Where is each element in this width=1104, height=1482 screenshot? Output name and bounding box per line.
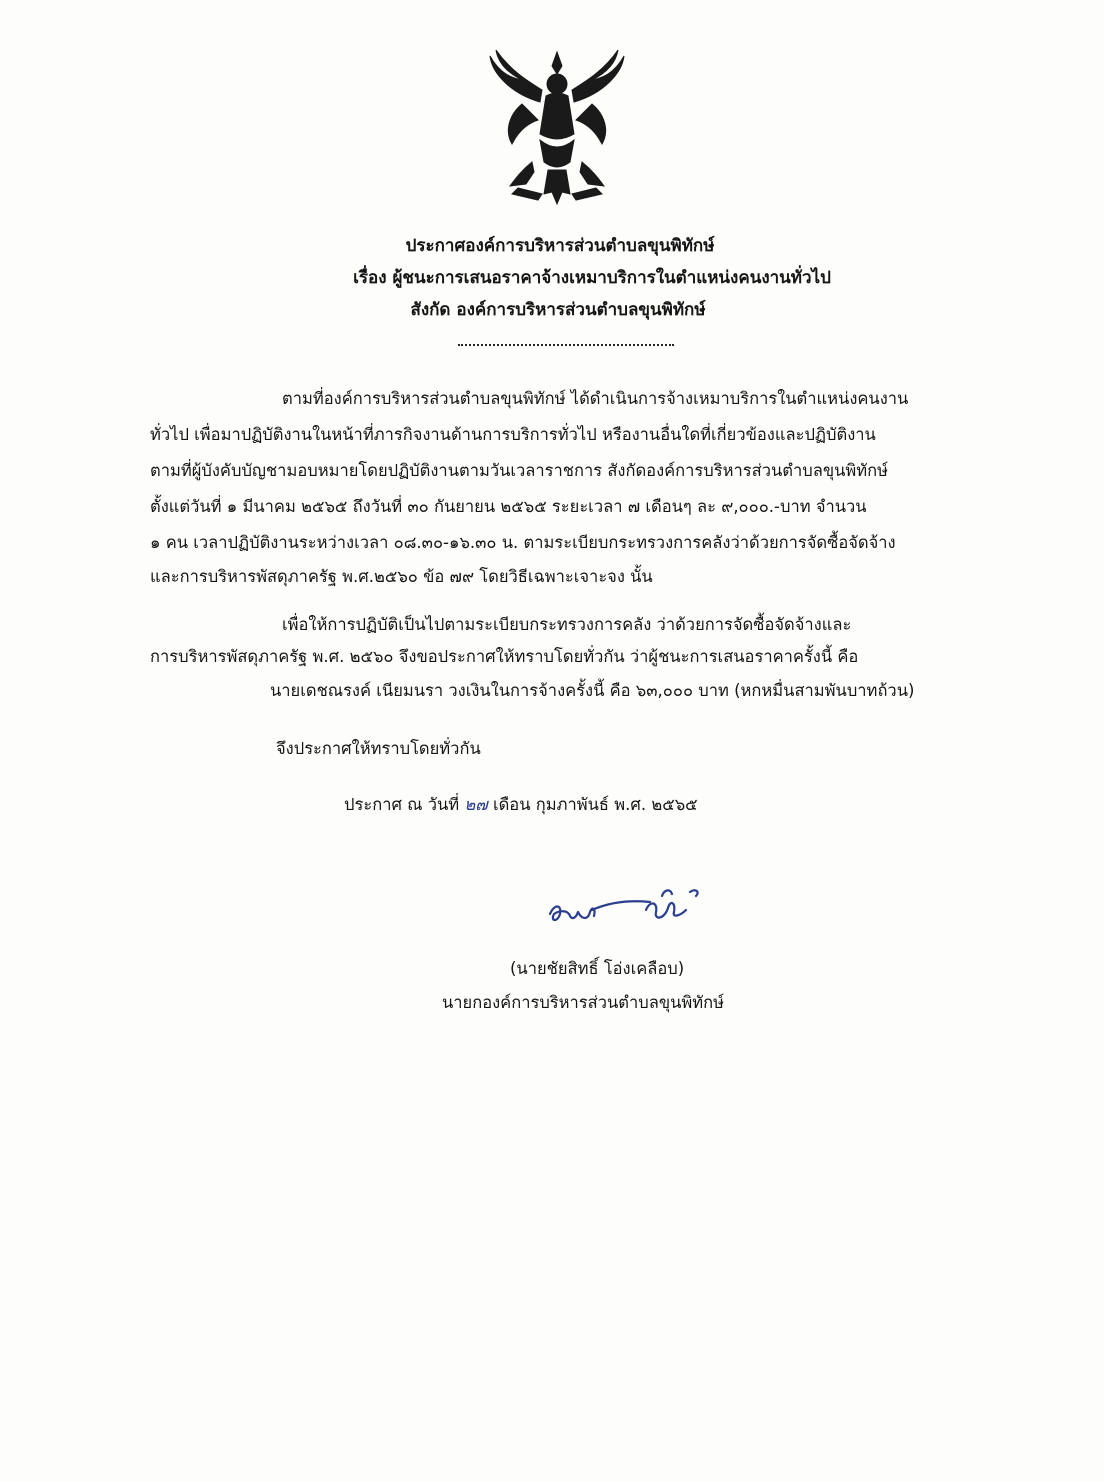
title-divider xyxy=(458,344,674,346)
paragraph1-line5: ๑ คน เวลาปฏิบัติงานระหว่างเวลา ๐๘.๓๐-๑๖.๓๐ น. ตามระเบียบกระทรวงการคลังว่าด้วยการจัดซื้อจัดจ้าง xyxy=(150,533,896,552)
announcement-date xyxy=(344,794,698,816)
paragraph1-line3: ตามที่ผู้บังคับบัญชามอบหมายโดยปฏิบัติงานตามวันเวลาราชการ สังกัดองค์การบริหารส่วนตำบลขุนพิทักษ์ xyxy=(150,461,888,480)
date-year: พ.ศ. ๒๕๖๕ xyxy=(614,795,698,814)
signatory-name: (นายชัยสิทธิ์ โอ่งเคลือบ) xyxy=(510,959,685,978)
closing-statement: จึงประกาศให้ทราบโดยทั่วกัน xyxy=(276,739,481,758)
date-prefix: ประกาศ ณ วันที่ xyxy=(344,795,460,814)
announcement-title: ประกาศองค์การบริหารส่วนตำบลขุนพิทักษ์ xyxy=(405,236,715,256)
date-month: กุมภาพันธ์ xyxy=(535,795,609,814)
date-month-label: เดือน xyxy=(492,795,531,814)
paragraph1-line4: ตั้งแต่วันที่ ๑ มีนาคม ๒๕๖๕ ถึงวันที่ ๓๐ กันยายน ๒๕๖๕ ระยะเวลา ๗ เดือนๆ ละ ๙,๐๐๐.-บาท จำนวน xyxy=(150,497,867,516)
date-day: ๒๗ xyxy=(464,795,488,814)
paragraph1-line6: และการบริหารพัสดุภาครัฐ พ.ศ.๒๕๖๐ ข้อ ๗๙ โดยวิธีเฉพาะเจาะจง นั้น xyxy=(150,567,653,586)
paragraph2-line3: นายเดชณรงค์ เนียมนรา วงเงินในการจ้างครั้งนี้ คือ ๖๓,๐๐๐ บาท (หกหมื่นสามพันบาทถ้วน) xyxy=(270,681,915,700)
paragraph2-line2: การบริหารพัสดุภาครัฐ พ.ศ. ๒๕๖๐ จึงขอประกาศให้ทราบโดยทั่วกัน ว่าผู้ชนะการเสนอราคาครั้งนี้ คือ xyxy=(150,647,859,666)
paragraph2-line1: เพื่อให้การปฏิบัติเป็นไปตามระเบียบกระทรวงการคลัง ว่าด้วยการจัดซื้อจัดจ้างและ xyxy=(282,615,852,634)
paragraph1-line2: ทั่วไป เพื่อมาปฏิบัติงานในหน้าที่ภารกิจงานด้านการบริการทั่วไป หรืองานอื่นใดที่เกี่ยวข้องและปฏิบัติงาน xyxy=(150,425,876,444)
garuda-emblem-icon xyxy=(482,44,632,212)
paragraph1-line1: ตามที่องค์การบริหารส่วนตำบลขุนพิทักษ์ ได้ดำเนินการจ้างเหมาบริการในตำแหน่งคนงาน xyxy=(282,389,909,408)
signatory-position: นายกองค์การบริหารส่วนตำบลขุนพิทักษ์ xyxy=(442,993,725,1012)
announcement-subject: เรื่อง ผู้ชนะการเสนอราคาจ้างเหมาบริการในตำแหน่งคนงานทั่วไป xyxy=(353,268,831,288)
handwritten-signature xyxy=(540,880,720,940)
announcement-affiliation: สังกัด องค์การบริหารส่วนตำบลขุนพิทักษ์ xyxy=(410,300,706,320)
